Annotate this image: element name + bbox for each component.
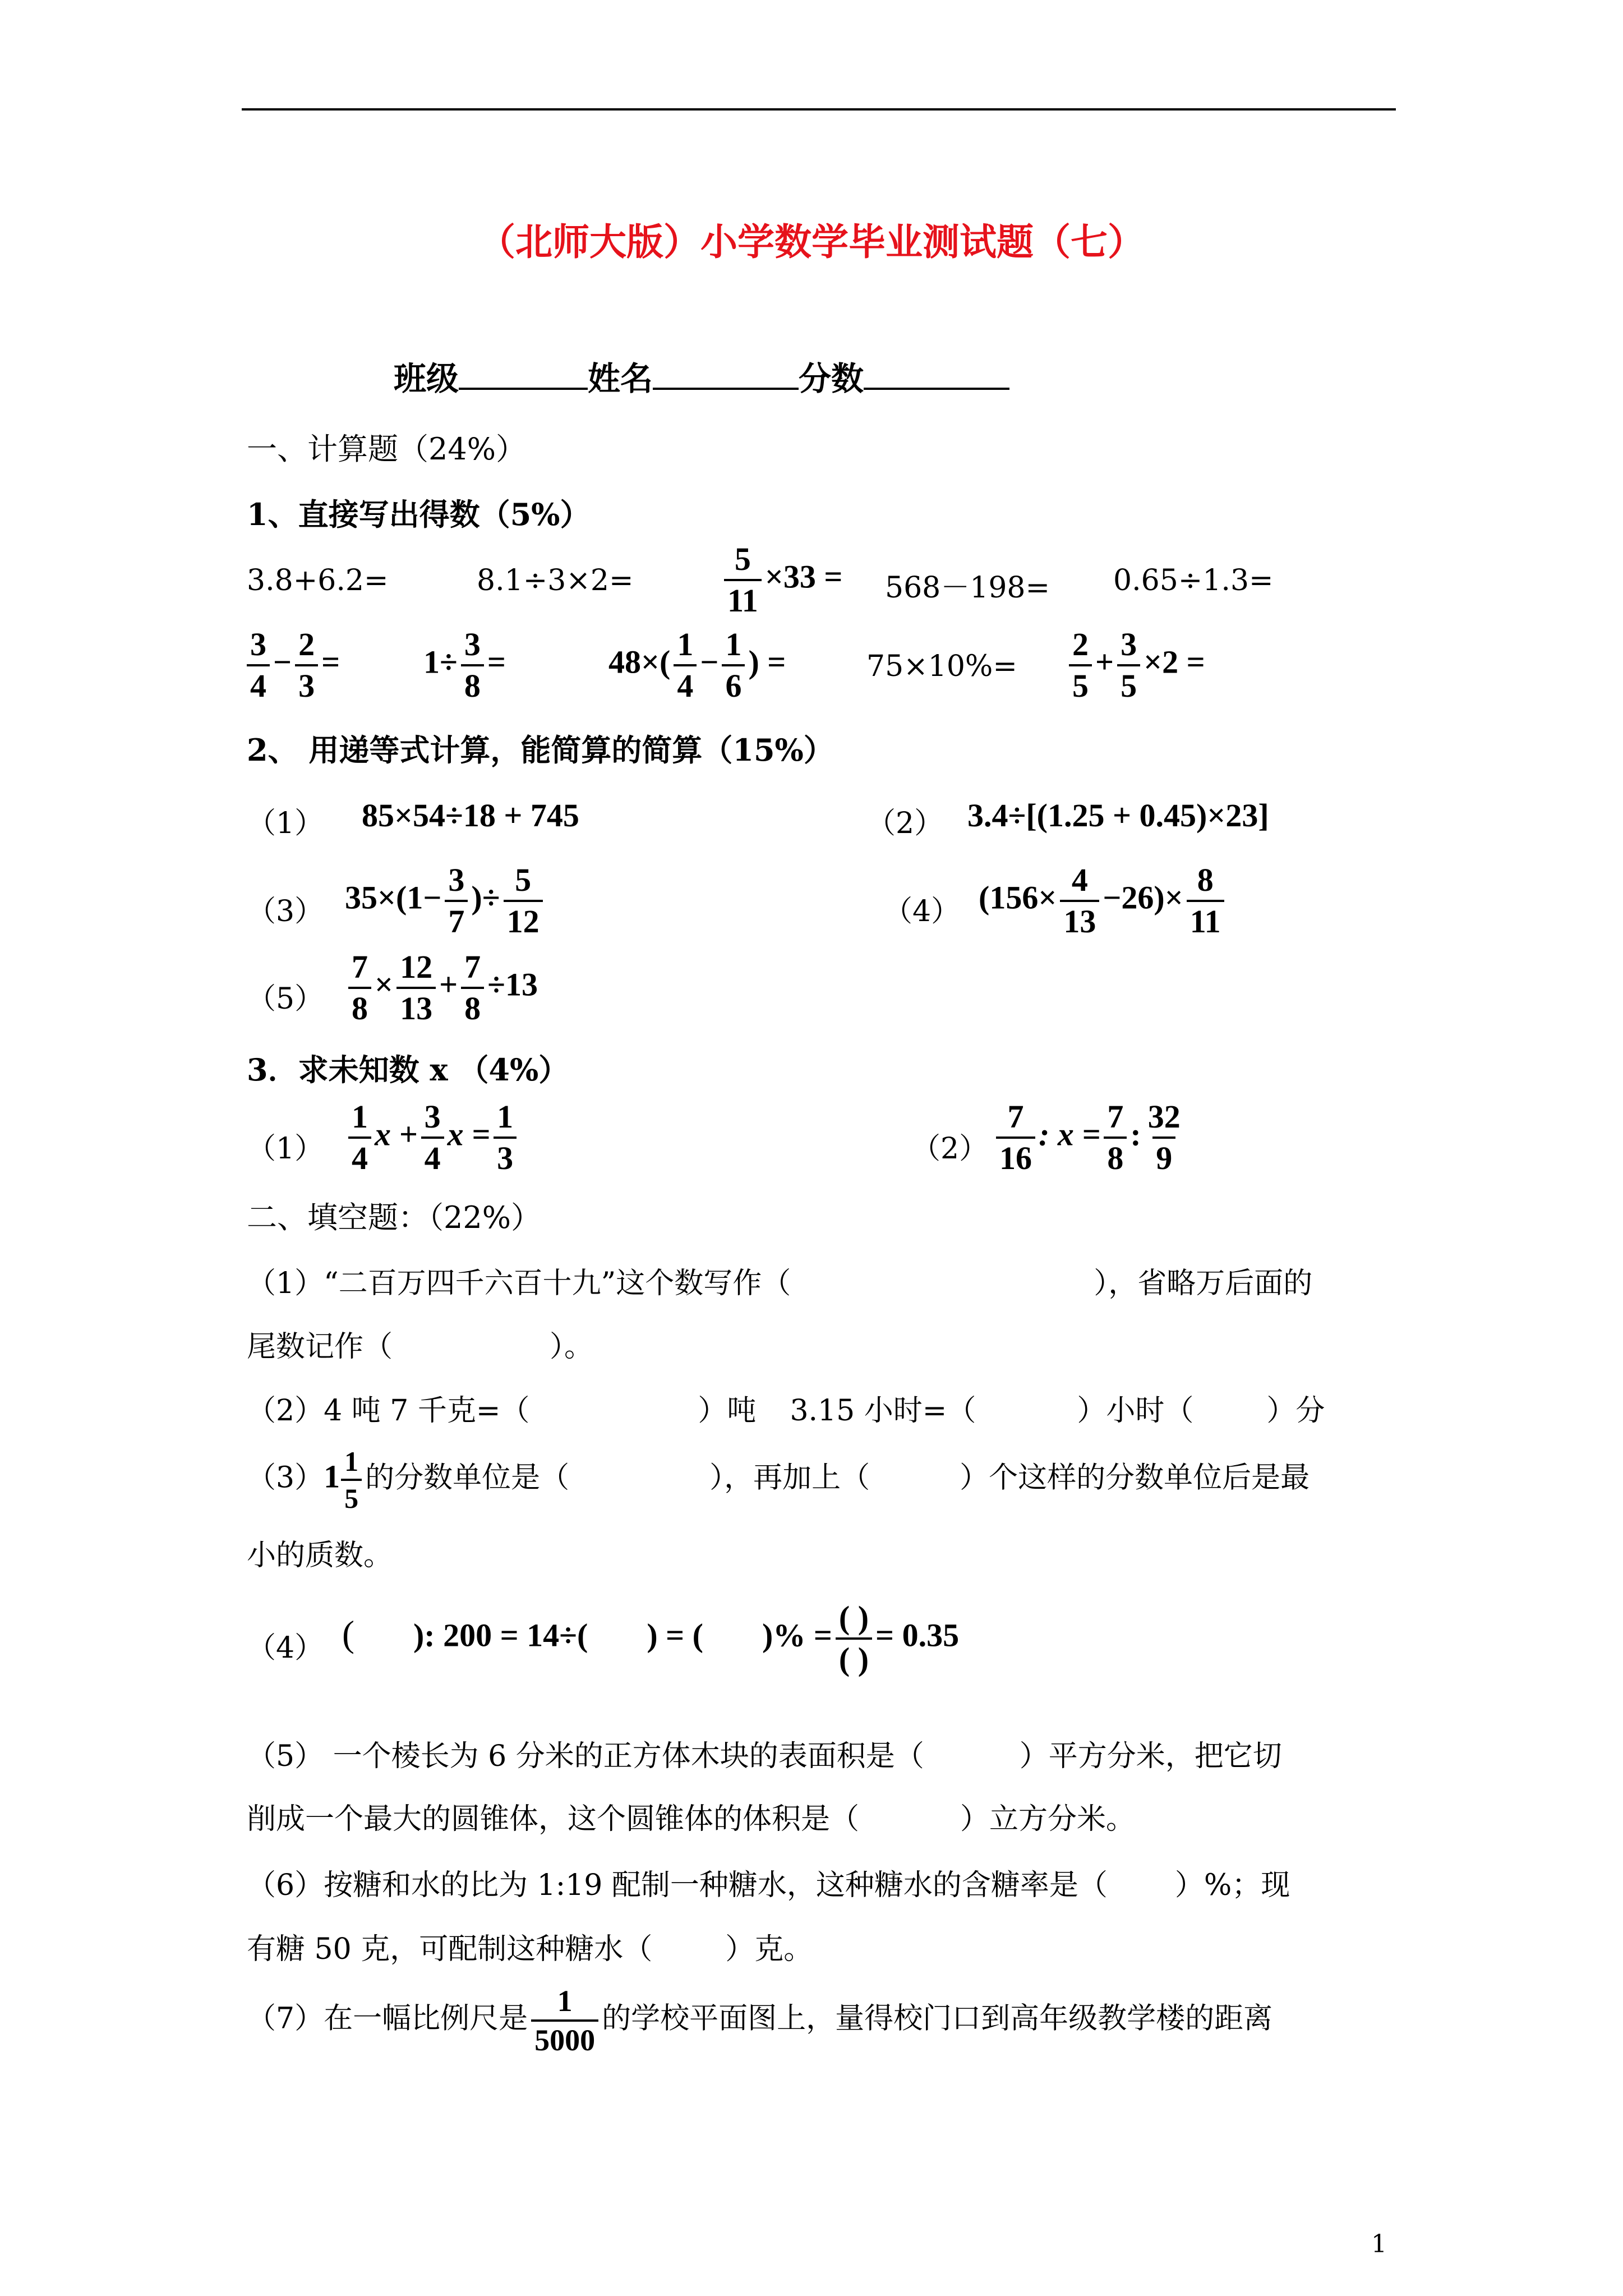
step-label-5: （5）: [247, 982, 324, 1016]
direct-item-f: $\frac{3}{4}$ − $\frac{2}{3}$ =: [247, 628, 340, 702]
unknown-eq-1: $\frac{1}{4}$ x + $\frac{3}{4}$ x = $\frac{1}{3}$: [345, 1101, 520, 1175]
step-expr-3: 35×(1− $\frac{3}{7}$ )÷ $\frac{5}{12}$: [345, 864, 546, 938]
name-label: 姓名: [588, 360, 653, 398]
fill-q3-line2: 小的质数。: [247, 1539, 393, 1572]
fill-q2-line: （2）4 吨 7 千克=（ ）吨 3.15 小时=（ ）小时（ ）分: [247, 1394, 1325, 1428]
step-expr-2: 3.4÷[(1.25 + 0.45)×23]: [967, 797, 1269, 834]
page-number: 1: [1371, 2230, 1387, 2258]
top-rule: [242, 108, 1396, 111]
fill-q6-line1: （6）按糖和水的比为 1:19 配制一种糖水，这种糖水的含糖率是（ ）%；现: [247, 1869, 1290, 1902]
fill-q7-line1: （7）在一幅比例尺是 $\frac{1}{5000}$ 的学校平面图上，量得校门口到高年级教学楼的距离: [247, 1984, 1273, 2057]
section-1-2-heading: 2、 用递等式计算，能简算的简算（15%）: [247, 732, 834, 768]
unknown-label-1: （1）: [247, 1132, 324, 1166]
fill-q4-denominator-blank[interactable]: ( ): [836, 1637, 872, 1676]
step-expr-1: 85×54÷18 + 745: [362, 797, 579, 834]
section-1-heading: 一、计算题（24%）: [247, 431, 527, 467]
step-expr-5: $\frac{7}{8}$ × $\frac{12}{13}$ + $\frac{7}{8}$ ÷13: [345, 951, 538, 1025]
fill-q5-line1: （5） 一个棱长为 6 分米的正方体木块的表面积是（ ）平方分米，把它切: [247, 1740, 1282, 1773]
step-label-4: （4）: [883, 895, 961, 928]
fill-q5-line2: 削成一个最大的圆锥体，这个圆锥体的体积是（ ）立方分米。: [247, 1802, 1136, 1836]
fill-q4-expression: ( ): 200 = 14÷( ) = ( )% = $\frac{( )}{( )}$ = 0.35: [342, 1599, 960, 1677]
score-label: 分数: [799, 360, 864, 398]
fill-q1-line1: （1）“二百万四千六百十九”这个数写作（ ），省略万后面的: [247, 1267, 1313, 1300]
direct-item-j: $\frac{2}{5}$ + $\frac{3}{5}$ ×2 =: [1066, 628, 1205, 702]
fill-q4-numerator-blank[interactable]: ( ): [838, 1599, 869, 1636]
direct-item-h: 48×( $\frac{1}{4}$ − $\frac{1}{6}$ ) =: [608, 626, 786, 704]
unknown-eq-2: $\frac{7}{16}$ : x = $\frac{7}{8}$ : $\frac{32}{9}$: [993, 1101, 1187, 1175]
section-2-heading: 二、填空题：（22%）: [247, 1200, 542, 1235]
class-label: 班级: [394, 360, 459, 398]
name-blank[interactable]: [653, 388, 799, 390]
fill-q6-line2: 有糖 50 克，可配制这种糖水（ ）克。: [247, 1932, 813, 1966]
class-blank[interactable]: [459, 388, 588, 390]
direct-item-b: 8.1÷3×2=: [477, 564, 634, 597]
direct-item-e: 0.65÷1.3=: [1113, 564, 1274, 597]
unknown-label-2: （2）: [911, 1132, 989, 1166]
step-expr-4: (156× $\frac{4}{13}$ −26)× $\frac{8}{11}$: [979, 864, 1228, 938]
page-title: （北师大版）小学数学毕业测试题（七）: [478, 220, 1145, 264]
direct-item-a: 3.8+6.2=: [247, 564, 389, 597]
step-label-3: （3）: [247, 895, 324, 928]
score-blank[interactable]: [864, 388, 1009, 390]
section-1-3-heading: 3．求未知数 x （4%）: [247, 1052, 569, 1088]
fill-q4-label: （4）: [247, 1631, 324, 1665]
direct-item-c: $\frac{5}{11}$ ×33 =: [721, 543, 842, 617]
step-label-2: （2）: [866, 807, 944, 840]
student-info-line: [394, 352, 1009, 399]
direct-item-d: 568－198=: [885, 571, 1050, 605]
fill-q3-line1: （3）1 $\frac{1}{5}$ 的分数单位是（ ），再加上（ ）个这样的分数单位后是最: [247, 1446, 1310, 1514]
direct-item-g: 1÷ $\frac{3}{8}$ =: [423, 626, 506, 704]
step-label-1: （1）: [247, 807, 324, 840]
section-1-1-heading: 1、直接写出得数（5%）: [247, 496, 591, 532]
direct-item-i: 75×10%=: [866, 650, 1017, 683]
fill-q1-line2: 尾数记作（ ）。: [247, 1330, 594, 1364]
